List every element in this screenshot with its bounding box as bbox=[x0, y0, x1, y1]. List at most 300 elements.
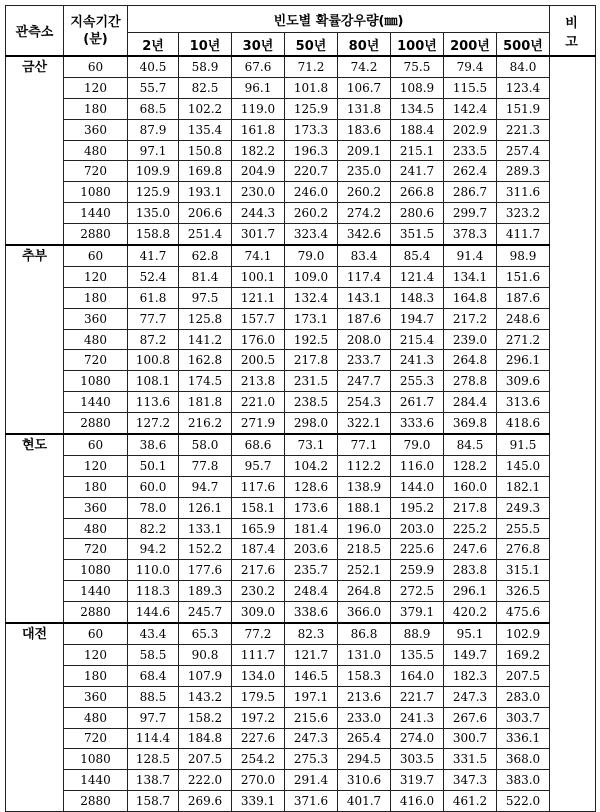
rainfall-value: 291.4 bbox=[285, 770, 338, 791]
rainfall-value: 275.3 bbox=[285, 749, 338, 770]
rainfall-value: 97.7 bbox=[128, 707, 179, 728]
duration-cell: 180 bbox=[64, 98, 128, 119]
rainfall-value: 160.0 bbox=[444, 476, 497, 497]
rainfall-value: 108.9 bbox=[391, 77, 444, 98]
rainfall-value: 276.8 bbox=[497, 539, 550, 560]
rainfall-value: 104.2 bbox=[285, 455, 338, 476]
rainfall-value: 264.8 bbox=[338, 581, 391, 602]
rainfall-value: 260.2 bbox=[338, 182, 391, 203]
duration-cell: 1080 bbox=[64, 371, 128, 392]
rainfall-value: 217.8 bbox=[285, 350, 338, 371]
rainfall-value: 133.1 bbox=[179, 518, 232, 539]
rainfall-value: 246.0 bbox=[285, 182, 338, 203]
table-row bbox=[6, 434, 596, 455]
duration-cell: 2880 bbox=[64, 791, 128, 812]
rainfall-value: 41.7 bbox=[128, 245, 179, 266]
rainfall-value: 162.8 bbox=[179, 350, 232, 371]
rainfall-value: 91.4 bbox=[444, 245, 497, 266]
rainfall-value: 62.8 bbox=[179, 245, 232, 266]
rainfall-value: 94.2 bbox=[128, 539, 179, 560]
rainfall-value: 115.5 bbox=[444, 77, 497, 98]
rainfall-value: 247.3 bbox=[444, 686, 497, 707]
rainfall-value: 303.7 bbox=[497, 707, 550, 728]
station-name: 금산 bbox=[6, 56, 64, 245]
rainfall-value: 149.7 bbox=[444, 644, 497, 665]
rainfall-value: 203.6 bbox=[285, 539, 338, 560]
table-row bbox=[6, 140, 596, 161]
rainfall-value: 52.4 bbox=[128, 266, 179, 287]
rainfall-value: 141.2 bbox=[179, 329, 232, 350]
rainfall-value: 79.0 bbox=[391, 434, 444, 455]
rainfall-value: 91.5 bbox=[497, 434, 550, 455]
duration-cell: 120 bbox=[64, 455, 128, 476]
rainfall-value: 254.3 bbox=[338, 392, 391, 413]
rainfall-value: 247.7 bbox=[338, 371, 391, 392]
rainfall-value: 181.4 bbox=[285, 518, 338, 539]
rainfall-value: 151.6 bbox=[497, 266, 550, 287]
rainfall-value: 157.7 bbox=[232, 308, 285, 329]
rainfall-value: 74.2 bbox=[338, 56, 391, 77]
rainfall-value: 174.5 bbox=[179, 371, 232, 392]
rainfall-value: 85.4 bbox=[391, 245, 444, 266]
rainfall-value: 132.4 bbox=[285, 287, 338, 308]
rainfall-value: 266.8 bbox=[391, 182, 444, 203]
rainfall-value: 323.4 bbox=[285, 224, 338, 245]
rainfall-value: 271.9 bbox=[232, 413, 285, 434]
rainfall-value: 207.5 bbox=[497, 665, 550, 686]
rainfall-value: 195.2 bbox=[391, 497, 444, 518]
rainfall-value: 181.8 bbox=[179, 392, 232, 413]
duration-cell: 120 bbox=[64, 644, 128, 665]
rainfall-value: 213.8 bbox=[232, 371, 285, 392]
rainfall-value: 95.7 bbox=[232, 455, 285, 476]
rainfall-value: 77.1 bbox=[338, 434, 391, 455]
rainfall-value: 187.6 bbox=[497, 287, 550, 308]
rainfall-value: 119.0 bbox=[232, 98, 285, 119]
rainfall-value: 322.1 bbox=[338, 413, 391, 434]
table-row bbox=[6, 266, 596, 287]
duration-cell: 180 bbox=[64, 665, 128, 686]
rainfall-value: 225.6 bbox=[391, 539, 444, 560]
rainfall-value: 79.0 bbox=[285, 245, 338, 266]
rainfall-value: 75.5 bbox=[391, 56, 444, 77]
table-row bbox=[6, 539, 596, 560]
rainfall-value: 68.5 bbox=[128, 98, 179, 119]
table-row bbox=[6, 602, 596, 623]
duration-cell: 180 bbox=[64, 287, 128, 308]
duration-cell: 60 bbox=[64, 245, 128, 266]
rainfall-value: 227.6 bbox=[232, 728, 285, 749]
rainfall-value: 298.0 bbox=[285, 413, 338, 434]
rainfall-value: 333.6 bbox=[391, 413, 444, 434]
rainfall-value: 173.3 bbox=[285, 119, 338, 140]
header-period: 2년 bbox=[128, 33, 179, 57]
rainfall-value: 121.4 bbox=[391, 266, 444, 287]
rainfall-value: 310.6 bbox=[338, 770, 391, 791]
rainfall-value: 98.9 bbox=[497, 245, 550, 266]
rainfall-value: 60.0 bbox=[128, 476, 179, 497]
rainfall-value: 84.0 bbox=[497, 56, 550, 77]
rainfall-value: 222.0 bbox=[179, 770, 232, 791]
duration-cell: 360 bbox=[64, 308, 128, 329]
rainfall-value: 220.7 bbox=[285, 161, 338, 182]
rainfall-value: 260.2 bbox=[285, 203, 338, 224]
rainfall-value: 217.8 bbox=[444, 497, 497, 518]
rainfall-value: 208.0 bbox=[338, 329, 391, 350]
table-row bbox=[6, 791, 596, 812]
rainfall-value: 193.1 bbox=[179, 182, 232, 203]
rainfall-value: 248.6 bbox=[497, 308, 550, 329]
rainfall-value: 71.2 bbox=[285, 56, 338, 77]
rainfall-value: 294.5 bbox=[338, 749, 391, 770]
rainfall-value: 67.6 bbox=[232, 56, 285, 77]
rainfall-value: 169.8 bbox=[179, 161, 232, 182]
rainfall-value: 118.3 bbox=[128, 581, 179, 602]
rainfall-value: 378.3 bbox=[444, 224, 497, 245]
rainfall-value: 158.3 bbox=[338, 665, 391, 686]
rainfall-value: 111.7 bbox=[232, 644, 285, 665]
rainfall-value: 289.3 bbox=[497, 161, 550, 182]
rainfall-value: 102.2 bbox=[179, 98, 232, 119]
rainfall-value: 146.5 bbox=[285, 665, 338, 686]
rainfall-value: 416.0 bbox=[391, 791, 444, 812]
rainfall-value: 269.6 bbox=[179, 791, 232, 812]
rainfall-value: 215.1 bbox=[391, 140, 444, 161]
rainfall-value: 109.9 bbox=[128, 161, 179, 182]
duration-cell: 1080 bbox=[64, 560, 128, 581]
remarks-cell bbox=[550, 56, 596, 812]
rainfall-value: 73.1 bbox=[285, 434, 338, 455]
rainfall-value: 187.4 bbox=[232, 539, 285, 560]
rainfall-value: 88.5 bbox=[128, 686, 179, 707]
rainfall-value: 283.8 bbox=[444, 560, 497, 581]
rainfall-value: 135.5 bbox=[391, 644, 444, 665]
header-period: 200년 bbox=[444, 33, 497, 57]
rainfall-value: 183.6 bbox=[338, 119, 391, 140]
rainfall-value: 309.6 bbox=[497, 371, 550, 392]
rainfall-value: 267.6 bbox=[444, 707, 497, 728]
rainfall-value: 187.6 bbox=[338, 308, 391, 329]
rainfall-value: 300.7 bbox=[444, 728, 497, 749]
rainfall-value: 97.1 bbox=[128, 140, 179, 161]
rainfall-value: 254.2 bbox=[232, 749, 285, 770]
table-row bbox=[6, 203, 596, 224]
rainfall-value: 109.0 bbox=[285, 266, 338, 287]
duration-cell: 1440 bbox=[64, 203, 128, 224]
rainfall-value: 131.0 bbox=[338, 644, 391, 665]
duration-cell: 1080 bbox=[64, 182, 128, 203]
duration-cell: 2880 bbox=[64, 224, 128, 245]
duration-cell: 480 bbox=[64, 707, 128, 728]
rainfall-value: 77.7 bbox=[128, 308, 179, 329]
rainfall-value: 177.6 bbox=[179, 560, 232, 581]
rainfall-value: 58.0 bbox=[179, 434, 232, 455]
rainfall-value: 351.5 bbox=[391, 224, 444, 245]
table-row bbox=[6, 770, 596, 791]
rainfall-value: 230.0 bbox=[232, 182, 285, 203]
rainfall-value: 241.3 bbox=[391, 707, 444, 728]
rainfall-value: 182.2 bbox=[232, 140, 285, 161]
table-row bbox=[6, 77, 596, 98]
rainfall-value: 107.9 bbox=[179, 665, 232, 686]
header-period: 50년 bbox=[285, 33, 338, 57]
rainfall-value: 401.7 bbox=[338, 791, 391, 812]
rainfall-value: 272.5 bbox=[391, 581, 444, 602]
rainfall-value: 347.3 bbox=[444, 770, 497, 791]
rainfall-value: 61.8 bbox=[128, 287, 179, 308]
rainfall-value: 164.8 bbox=[444, 287, 497, 308]
rainfall-value: 164.0 bbox=[391, 665, 444, 686]
rainfall-value: 128.2 bbox=[444, 455, 497, 476]
rainfall-value: 65.3 bbox=[179, 623, 232, 644]
rainfall-value: 96.1 bbox=[232, 77, 285, 98]
rainfall-value: 270.0 bbox=[232, 770, 285, 791]
rainfall-value: 265.4 bbox=[338, 728, 391, 749]
header-probability-rainfall: 빈도별 확률강우량(㎜) bbox=[128, 6, 550, 33]
rainfall-value: 143.1 bbox=[338, 287, 391, 308]
rainfall-value: 247.6 bbox=[444, 539, 497, 560]
rainfall-value: 192.5 bbox=[285, 329, 338, 350]
rainfall-value: 152.2 bbox=[179, 539, 232, 560]
rainfall-value: 68.6 bbox=[232, 434, 285, 455]
rainfall-value: 342.6 bbox=[338, 224, 391, 245]
rainfall-value: 78.0 bbox=[128, 497, 179, 518]
rainfall-value: 134.5 bbox=[391, 98, 444, 119]
duration-cell: 120 bbox=[64, 266, 128, 287]
table-row bbox=[6, 182, 596, 203]
table-row bbox=[6, 665, 596, 686]
rainfall-value: 138.7 bbox=[128, 770, 179, 791]
rainfall-value: 134.1 bbox=[444, 266, 497, 287]
header-period: 10년 bbox=[179, 33, 232, 57]
rainfall-value: 233.7 bbox=[338, 350, 391, 371]
rainfall-value: 235.7 bbox=[285, 560, 338, 581]
duration-cell: 180 bbox=[64, 476, 128, 497]
table-row bbox=[6, 119, 596, 140]
rainfall-value: 182.3 bbox=[444, 665, 497, 686]
rainfall-value: 144.0 bbox=[391, 476, 444, 497]
rainfall-value: 135.0 bbox=[128, 203, 179, 224]
duration-cell: 1440 bbox=[64, 392, 128, 413]
table-row bbox=[6, 686, 596, 707]
rainfall-value: 247.3 bbox=[285, 728, 338, 749]
duration-cell: 720 bbox=[64, 539, 128, 560]
rainfall-value: 55.7 bbox=[128, 77, 179, 98]
table-row bbox=[6, 245, 596, 266]
rainfall-value: 313.6 bbox=[497, 392, 550, 413]
rainfall-value: 100.1 bbox=[232, 266, 285, 287]
rainfall-value: 87.2 bbox=[128, 329, 179, 350]
duration-cell: 1440 bbox=[64, 770, 128, 791]
rainfall-value: 110.0 bbox=[128, 560, 179, 581]
rainfall-value: 311.6 bbox=[497, 182, 550, 203]
rainfall-value: 125.8 bbox=[179, 308, 232, 329]
rainfall-value: 218.5 bbox=[338, 539, 391, 560]
rainfall-value: 215.4 bbox=[391, 329, 444, 350]
duration-cell: 480 bbox=[64, 140, 128, 161]
rainfall-value: 326.5 bbox=[497, 581, 550, 602]
table-row bbox=[6, 623, 596, 644]
table-row bbox=[6, 371, 596, 392]
rainfall-value: 117.6 bbox=[232, 476, 285, 497]
rainfall-value: 241.7 bbox=[391, 161, 444, 182]
rainfall-value: 383.0 bbox=[497, 770, 550, 791]
rainfall-value: 58.9 bbox=[179, 56, 232, 77]
rainfall-value: 303.5 bbox=[391, 749, 444, 770]
table-row bbox=[6, 413, 596, 434]
rainfall-value: 296.1 bbox=[444, 581, 497, 602]
rainfall-value: 173.6 bbox=[285, 497, 338, 518]
rainfall-value: 145.0 bbox=[497, 455, 550, 476]
rainfall-value: 158.8 bbox=[128, 224, 179, 245]
rainfall-value: 165.9 bbox=[232, 518, 285, 539]
rainfall-value: 126.1 bbox=[179, 497, 232, 518]
rainfall-value: 338.6 bbox=[285, 602, 338, 623]
rainfall-value: 339.1 bbox=[232, 791, 285, 812]
rainfall-value: 411.7 bbox=[497, 224, 550, 245]
rainfall-value: 209.1 bbox=[338, 140, 391, 161]
rainfall-value: 252.1 bbox=[338, 560, 391, 581]
rainfall-value: 158.2 bbox=[179, 707, 232, 728]
duration-cell: 60 bbox=[64, 56, 128, 77]
rainfall-value: 283.0 bbox=[497, 686, 550, 707]
rainfall-value: 215.6 bbox=[285, 707, 338, 728]
rainfall-value: 121.7 bbox=[285, 644, 338, 665]
rainfall-value: 301.7 bbox=[232, 224, 285, 245]
table-row bbox=[6, 308, 596, 329]
table-row bbox=[6, 644, 596, 665]
duration-cell: 360 bbox=[64, 686, 128, 707]
duration-cell: 2880 bbox=[64, 413, 128, 434]
duration-cell: 120 bbox=[64, 77, 128, 98]
rainfall-value: 202.9 bbox=[444, 119, 497, 140]
rainfall-value: 299.7 bbox=[444, 203, 497, 224]
rainfall-value: 206.6 bbox=[179, 203, 232, 224]
rainfall-value: 230.2 bbox=[232, 581, 285, 602]
rainfall-value: 251.4 bbox=[179, 224, 232, 245]
rainfall-value: 221.0 bbox=[232, 392, 285, 413]
rainfall-value: 274.0 bbox=[391, 728, 444, 749]
rainfall-value: 106.7 bbox=[338, 77, 391, 98]
rainfall-value: 116.0 bbox=[391, 455, 444, 476]
duration-cell: 60 bbox=[64, 434, 128, 455]
rainfall-value: 461.2 bbox=[444, 791, 497, 812]
rainfall-value: 176.0 bbox=[232, 329, 285, 350]
rainfall-value: 108.1 bbox=[128, 371, 179, 392]
rainfall-value: 203.0 bbox=[391, 518, 444, 539]
rainfall-value: 259.9 bbox=[391, 560, 444, 581]
rainfall-value: 245.7 bbox=[179, 602, 232, 623]
station-name: 대전 bbox=[6, 623, 64, 812]
rainfall-value: 184.8 bbox=[179, 728, 232, 749]
rainfall-value: 371.6 bbox=[285, 791, 338, 812]
rainfall-value: 255.3 bbox=[391, 371, 444, 392]
table-row bbox=[6, 707, 596, 728]
rainfall-value: 40.5 bbox=[128, 56, 179, 77]
rainfall-value: 50.1 bbox=[128, 455, 179, 476]
station-name: 현도 bbox=[6, 434, 64, 623]
table-row bbox=[6, 329, 596, 350]
rainfall-value: 182.1 bbox=[497, 476, 550, 497]
header-period: 30년 bbox=[232, 33, 285, 57]
rainfall-value: 102.9 bbox=[497, 623, 550, 644]
rainfall-table bbox=[5, 5, 596, 812]
rainfall-value: 197.2 bbox=[232, 707, 285, 728]
rainfall-value: 522.0 bbox=[497, 791, 550, 812]
rainfall-value: 248.4 bbox=[285, 581, 338, 602]
rainfall-value: 179.5 bbox=[232, 686, 285, 707]
rainfall-value: 200.5 bbox=[232, 350, 285, 371]
rainfall-value: 188.4 bbox=[391, 119, 444, 140]
rainfall-value: 369.8 bbox=[444, 413, 497, 434]
rainfall-value: 82.2 bbox=[128, 518, 179, 539]
rainfall-value: 418.6 bbox=[497, 413, 550, 434]
header-period: 80년 bbox=[338, 33, 391, 57]
table-row bbox=[6, 56, 596, 77]
table-row bbox=[6, 161, 596, 182]
rainfall-value: 331.5 bbox=[444, 749, 497, 770]
rainfall-value: 319.7 bbox=[391, 770, 444, 791]
rainfall-value: 249.3 bbox=[497, 497, 550, 518]
rainfall-value: 88.9 bbox=[391, 623, 444, 644]
rainfall-value: 138.9 bbox=[338, 476, 391, 497]
rainfall-value: 127.2 bbox=[128, 413, 179, 434]
rainfall-value: 366.0 bbox=[338, 602, 391, 623]
rainfall-value: 131.8 bbox=[338, 98, 391, 119]
table-row bbox=[6, 728, 596, 749]
duration-cell: 1080 bbox=[64, 749, 128, 770]
rainfall-value: 173.1 bbox=[285, 308, 338, 329]
rainfall-value: 148.3 bbox=[391, 287, 444, 308]
duration-cell: 720 bbox=[64, 350, 128, 371]
rainfall-value: 142.4 bbox=[444, 98, 497, 119]
rainfall-value: 58.5 bbox=[128, 644, 179, 665]
rainfall-value: 217.6 bbox=[232, 560, 285, 581]
header-station: 관측소 bbox=[6, 6, 64, 57]
table-row bbox=[6, 350, 596, 371]
table-row bbox=[6, 749, 596, 770]
duration-cell: 480 bbox=[64, 329, 128, 350]
table-row bbox=[6, 497, 596, 518]
rainfall-value: 134.0 bbox=[232, 665, 285, 686]
duration-cell: 480 bbox=[64, 518, 128, 539]
rainfall-value: 216.2 bbox=[179, 413, 232, 434]
duration-cell: 60 bbox=[64, 623, 128, 644]
table-row bbox=[6, 98, 596, 119]
rainfall-value: 117.4 bbox=[338, 266, 391, 287]
duration-cell: 360 bbox=[64, 497, 128, 518]
rainfall-value: 135.4 bbox=[179, 119, 232, 140]
header-period: 500년 bbox=[497, 33, 550, 57]
rainfall-value: 213.6 bbox=[338, 686, 391, 707]
rainfall-value: 151.9 bbox=[497, 98, 550, 119]
rainfall-value: 189.3 bbox=[179, 581, 232, 602]
rainfall-value: 241.3 bbox=[391, 350, 444, 371]
rainfall-value: 84.5 bbox=[444, 434, 497, 455]
table-row bbox=[6, 560, 596, 581]
rainfall-value: 204.9 bbox=[232, 161, 285, 182]
rainfall-value: 238.5 bbox=[285, 392, 338, 413]
rainfall-value: 420.2 bbox=[444, 602, 497, 623]
rainfall-value: 90.8 bbox=[179, 644, 232, 665]
rainfall-value: 87.9 bbox=[128, 119, 179, 140]
table-row bbox=[6, 455, 596, 476]
duration-cell: 2880 bbox=[64, 602, 128, 623]
duration-cell: 1440 bbox=[64, 581, 128, 602]
rainfall-value: 158.7 bbox=[128, 791, 179, 812]
rainfall-value: 271.2 bbox=[497, 329, 550, 350]
rainfall-value: 43.4 bbox=[128, 623, 179, 644]
